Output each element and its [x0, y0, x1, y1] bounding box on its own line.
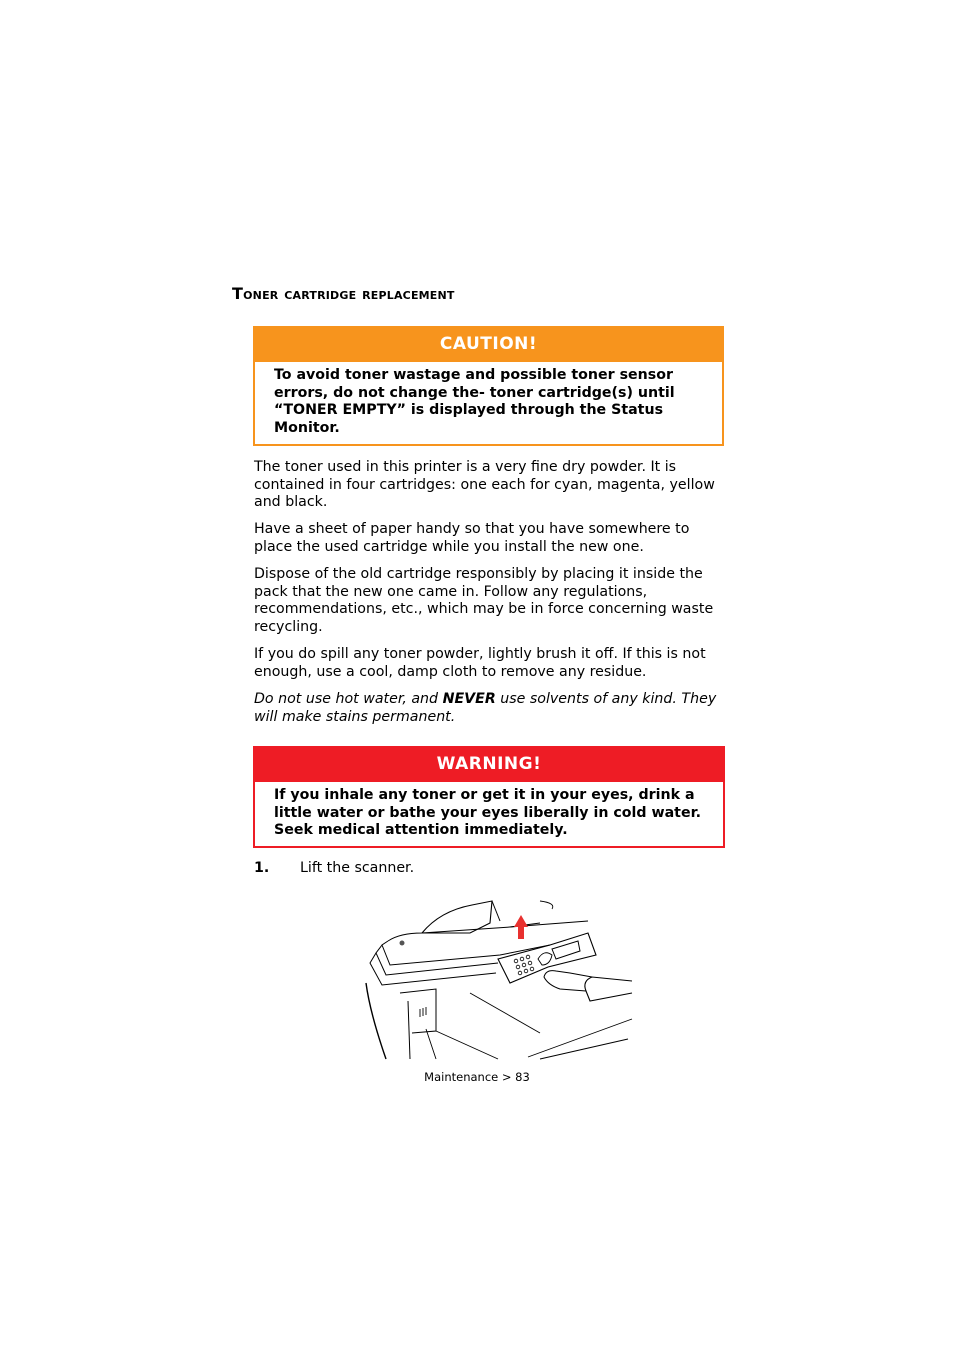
- paragraph-sheet-of-paper: Have a sheet of paper handy so that you have somewhere to place the used cartridge while you install the new one.: [254, 521, 690, 555]
- warning-title: WARNING!: [255, 748, 723, 782]
- step-number: 1.: [254, 860, 270, 876]
- note-emphasis: NEVER: [442, 691, 496, 707]
- printer-front-left: [408, 1001, 410, 1059]
- scanner-edge-lower: [370, 953, 496, 985]
- output-tray-line-1: [470, 993, 540, 1033]
- page-heading: Toner cartridge replacement: [232, 284, 455, 303]
- scanner-top: [382, 941, 550, 965]
- paper-guide: [492, 901, 500, 921]
- note-text-after: use solvents of any kind. They will make stains permanent.: [254, 691, 717, 725]
- arm-sleeve: [585, 977, 632, 1001]
- output-tray-line-2: [436, 1031, 498, 1059]
- printer-front-face: [400, 989, 436, 1033]
- warning-text: If you inhale any toner or get it in your eyes, drink a little water or bathe your eyes liberally in cold water. Seek medical attention immediately.: [274, 787, 701, 839]
- output-tray-line-3: [528, 1019, 632, 1057]
- page-footer: Maintenance > 83: [424, 1070, 530, 1084]
- note-paragraph: [254, 691, 724, 726]
- lift-scanner-illustration: [360, 893, 635, 1063]
- paragraph-dispose: Dispose of the old cartridge responsibly by placing it inside the pack that the new one came in. Follow any regulations, recommendations, etc., which may be in force concerning waste recycling.: [254, 566, 714, 635]
- feeder-curve: [540, 901, 553, 909]
- note-text-before: Do not use hot water, and: [254, 691, 443, 707]
- vent-marks: [420, 1007, 426, 1017]
- caution-title: CAUTION!: [255, 328, 722, 362]
- front-edge: [426, 1029, 436, 1059]
- scanner-edge: [376, 945, 498, 975]
- panel-display: [552, 941, 580, 959]
- lift-arrow-icon: [514, 915, 528, 939]
- feeder-tray: [422, 901, 492, 933]
- paragraph-spill: If you do spill any toner powder, lightly brush it off. If this is not enough, use a cool, damp cloth to remove any residue.: [254, 646, 706, 680]
- indicator-light: [400, 941, 405, 946]
- caution-text: To avoid toner wastage and possible toner sensor errors, do not change the- toner cartridge(s) until “TONER EMPTY” is displayed through the Status Monitor.: [274, 367, 675, 436]
- printer-side: [366, 983, 386, 1059]
- panel-dial: [538, 953, 552, 965]
- printer-drawing: [360, 893, 635, 1063]
- warning-box: [253, 746, 725, 848]
- step-text: Lift the scanner.: [300, 860, 415, 876]
- paragraph-toner-powder: The toner used in this printer is a very fine dry powder. It is contained in four cartridges: one each for cyan, magenta, yellow and black.: [254, 459, 715, 511]
- keypad-dots: [514, 955, 534, 975]
- output-tray-line-4: [540, 1039, 628, 1059]
- caution-box: [253, 326, 724, 446]
